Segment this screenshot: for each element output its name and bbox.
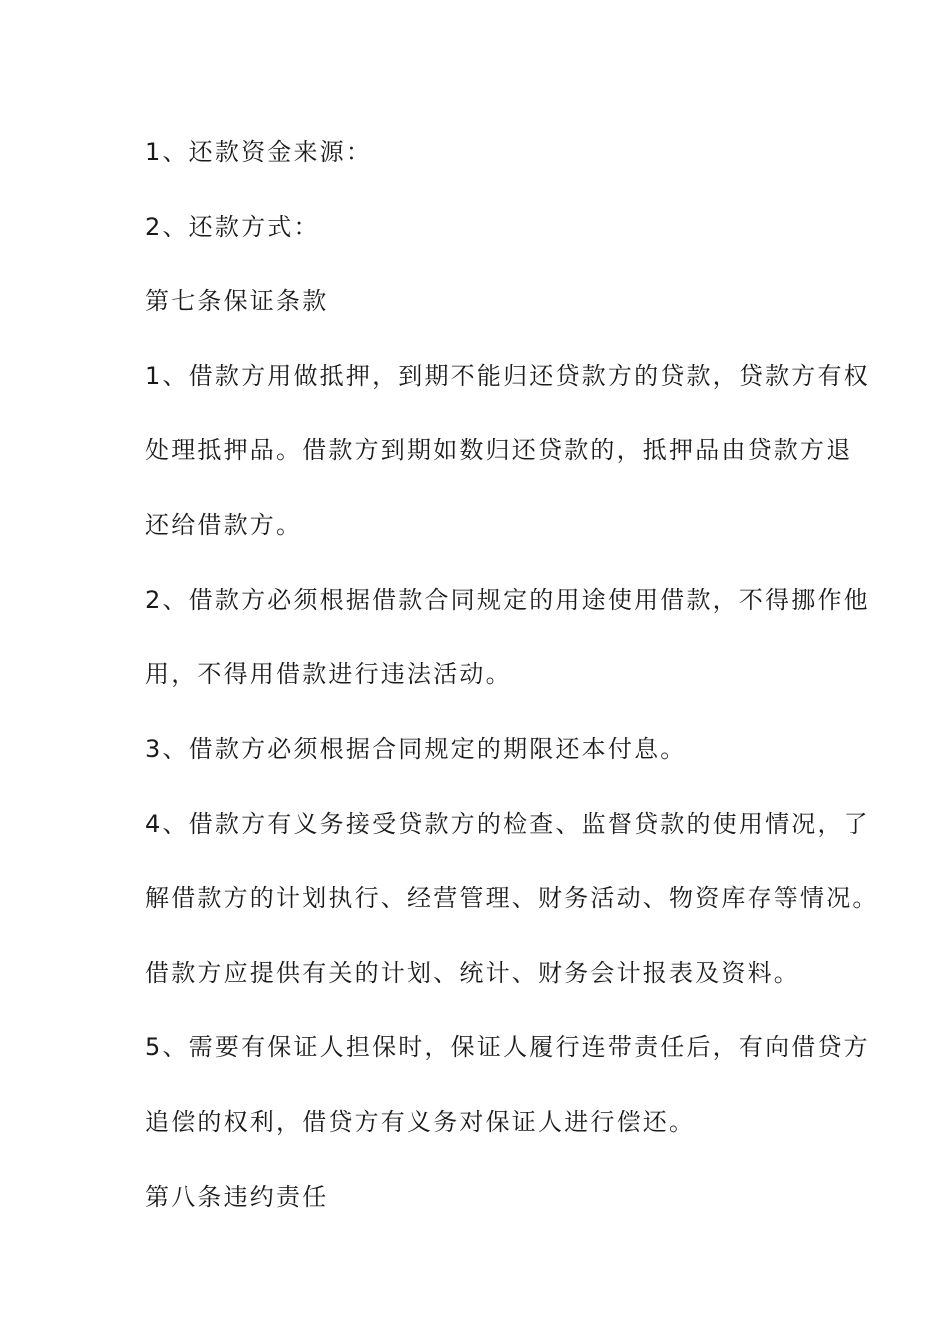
text-line: 4、借款方有义务接受贷款方的检查、监督贷款的使用情况，了 — [145, 810, 870, 838]
text-line: 1、借款方用做抵押，到期不能归还贷款方的贷款，贷款方有权 — [145, 362, 870, 390]
text-line: 2、借款方必须根据借款合同规定的用途使用借款，不得挪作他 — [145, 586, 870, 614]
text-line: 5、需要有保证人担保时，保证人履行连带责任后，有向借贷方 — [145, 1033, 870, 1061]
text-line: 2、还款方式： — [145, 213, 320, 241]
text-line: 处理抵押品。借款方到期如数归还贷款的，抵押品由贷款方退 — [145, 436, 853, 464]
text-line: 还给借款方。 — [145, 511, 303, 539]
text-line: 用，不得用借款进行违法活动。 — [145, 660, 512, 688]
text-line: 1、还款资金来源： — [145, 138, 373, 166]
text-line: 借款方应提供有关的计划、统计、财务会计报表及资料。 — [145, 959, 800, 987]
text-line: 解借款方的计划执行、经营管理、财务活动、物资库存等情况。 — [145, 884, 879, 912]
text-line: 追偿的权利，借贷方有义务对保证人进行偿还。 — [145, 1108, 696, 1136]
text-line: 3、借款方必须根据合同规定的期限还本付息。 — [145, 735, 687, 763]
section-heading: 第八条违约责任 — [145, 1183, 329, 1211]
section-heading: 第七条保证条款 — [145, 287, 329, 315]
